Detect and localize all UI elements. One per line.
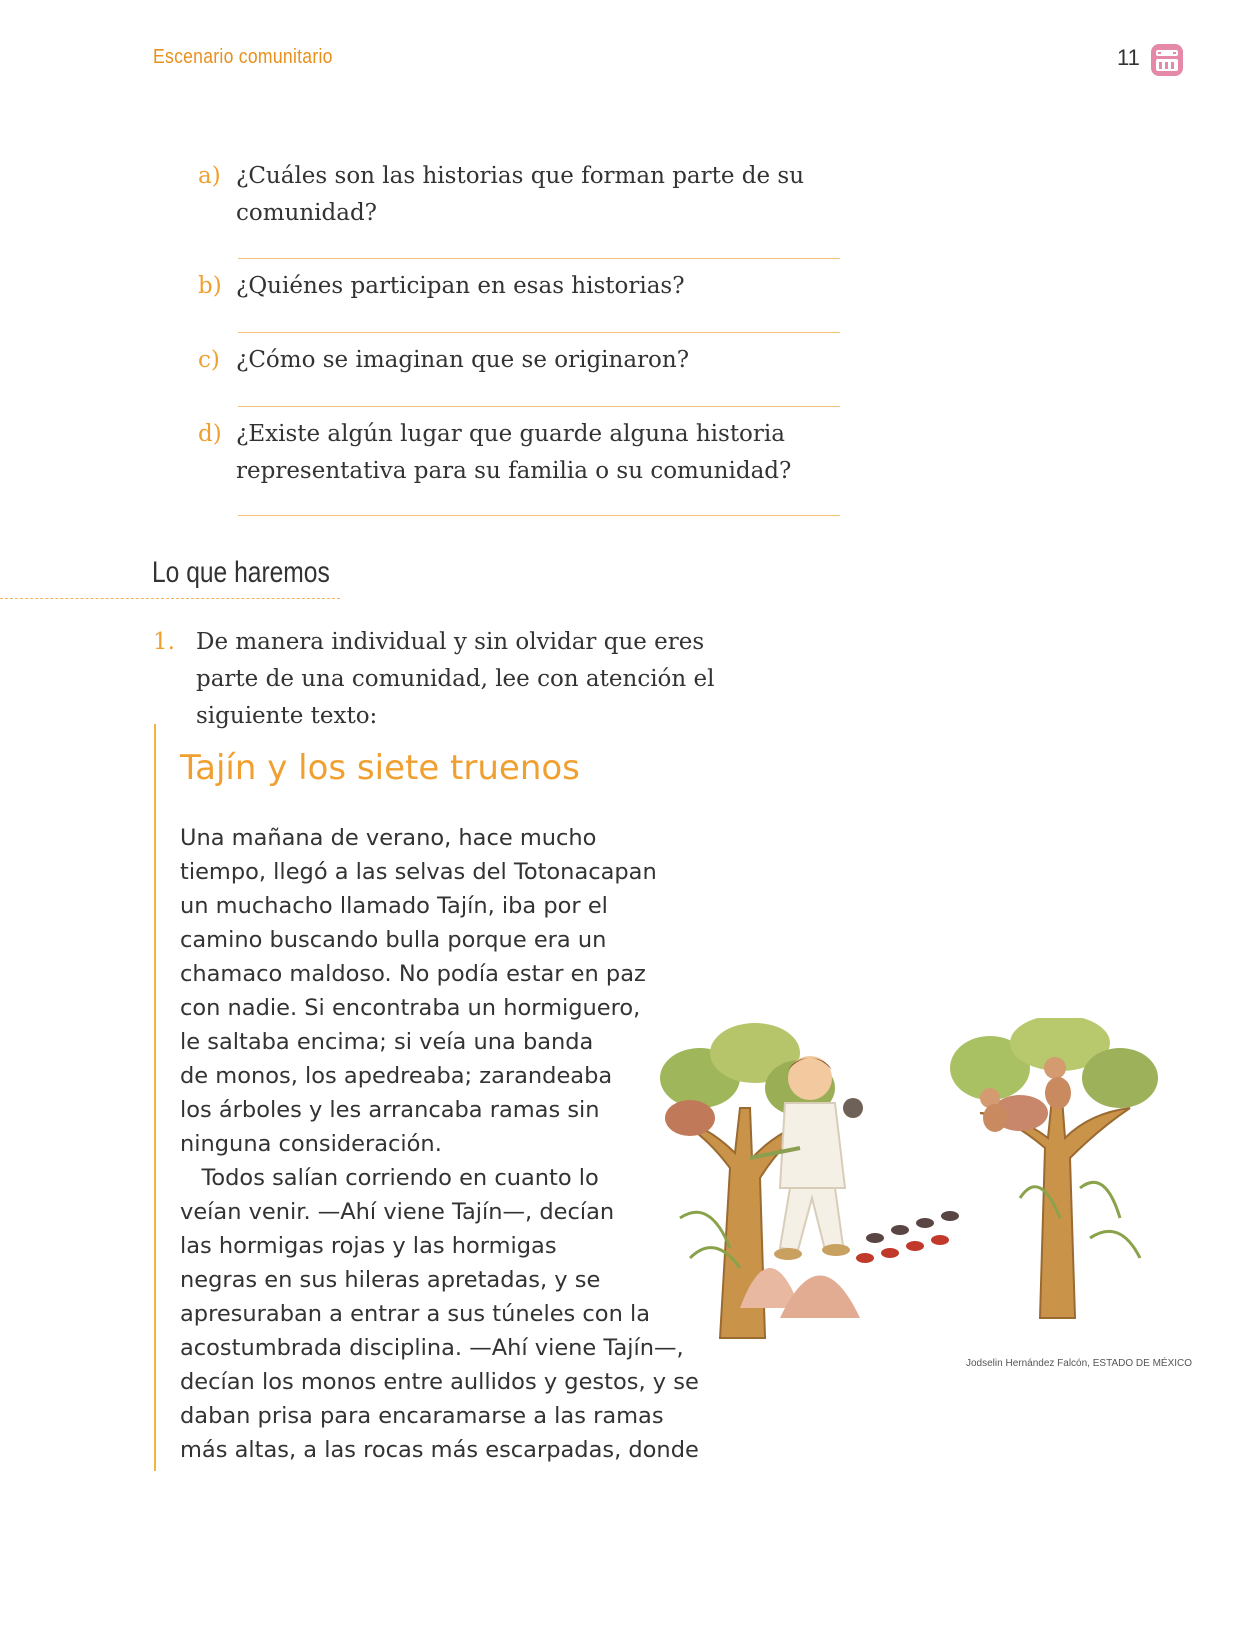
- answer-line-c[interactable]: [238, 406, 840, 407]
- step-text: De manera individual y sin olvidar que eres parte de una comunidad, lee con atención el siguiente texto:: [196, 629, 715, 729]
- answer-line-a[interactable]: [238, 258, 840, 259]
- story-line: negras en sus hileras apretadas, y se: [180, 1267, 601, 1293]
- story-line: más altas, a las rocas más escarpadas, donde: [180, 1437, 699, 1463]
- question-letter: c): [198, 347, 220, 373]
- story-line: los árboles y les arrancaba ramas sin: [180, 1097, 600, 1123]
- question-letter: b): [198, 273, 222, 299]
- story-line: le saltaba encima; si veía una banda: [180, 1029, 594, 1055]
- question-text: ¿Cómo se imaginan que se originaron?: [236, 347, 690, 373]
- story-line: tiempo, llegó a las selvas del Totonacapan: [180, 859, 657, 885]
- question-d: [198, 416, 878, 490]
- ants: [856, 1211, 959, 1263]
- question-text: ¿Existe algún lugar que guarde alguna historia representativa para su familia o su comunidad?: [236, 421, 792, 484]
- story-line: con nadie. Si encontraba un hormiguero,: [180, 995, 641, 1021]
- question-b: [198, 268, 878, 305]
- story-line: Todos salían corriendo en cuanto lo: [180, 1165, 599, 1191]
- question-c: [198, 342, 878, 379]
- answer-line-d[interactable]: [238, 515, 840, 516]
- story-line: de monos, los apedreaba; zarandeaba: [180, 1063, 613, 1089]
- story-line: Una mañana de verano, hace mucho: [180, 825, 597, 851]
- question-letter: d): [198, 421, 222, 447]
- story-title: Tajín y los siete truenos: [180, 748, 580, 788]
- section-divider: [0, 598, 340, 599]
- story-line: daban prisa para encaramarse a las ramas: [180, 1403, 664, 1429]
- section-title: Lo que haremos: [152, 556, 330, 589]
- story-line: un muchacho llamado Tajín, iba por el: [180, 893, 608, 919]
- story-line: ninguna consideración.: [180, 1131, 442, 1157]
- story-line: las hormigas rojas y las hormigas: [180, 1233, 557, 1259]
- story-line: chamaco maldoso. No podía estar en paz: [180, 961, 646, 987]
- question-text: ¿Quiénes participan en esas historias?: [236, 273, 685, 299]
- question-text: ¿Cuáles son las historias que forman parte de su comunidad?: [236, 163, 805, 226]
- illustration-caption: Jodselin Hernández Falcón, ESTADO DE MÉXICO: [966, 1358, 1193, 1369]
- section-label: Escenario comunitario: [153, 46, 333, 68]
- story-line: acostumbrada disciplina. —Ahí viene Tajín—,: [180, 1335, 684, 1361]
- question-a: [198, 158, 878, 232]
- question-letter: a): [198, 163, 221, 189]
- story-line: apresuraban a entrar a sus túneles con la: [180, 1301, 651, 1327]
- step-number: 1.: [153, 629, 175, 655]
- glyph-logo-icon: [1150, 43, 1184, 77]
- jungle-illustration: [660, 1018, 1180, 1358]
- page-number: 11: [1117, 45, 1140, 70]
- story-line: camino buscando bulla porque era un: [180, 927, 607, 953]
- story-accent-bar: [154, 724, 156, 1471]
- answer-line-b[interactable]: [238, 332, 840, 333]
- instruction-step: [153, 624, 773, 735]
- story-line: veían venir. —Ahí viene Tajín—, decían: [180, 1199, 615, 1225]
- story-line: decían los monos entre aullidos y gestos, y se: [180, 1369, 699, 1395]
